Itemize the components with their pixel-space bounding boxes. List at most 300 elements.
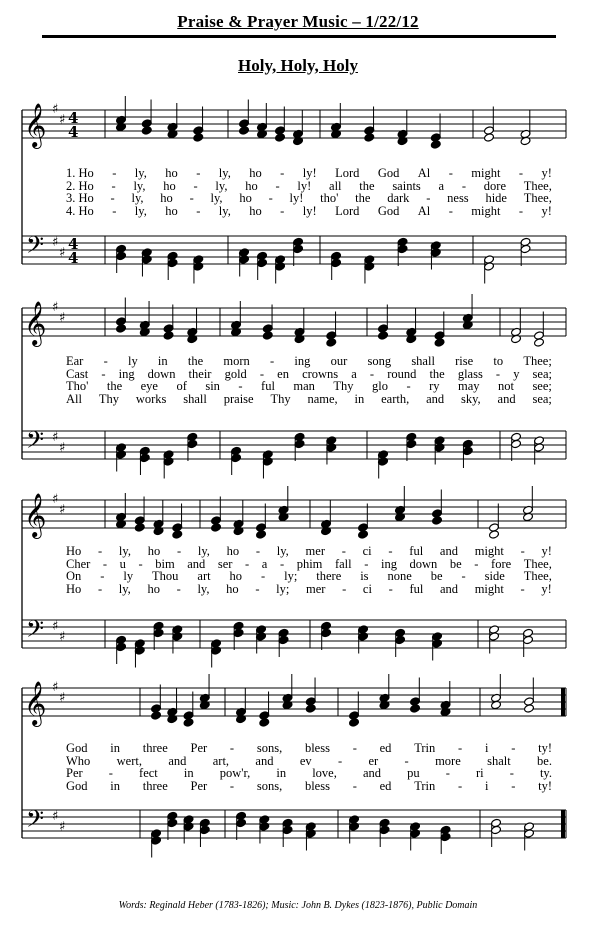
lyric-syllable: - [196,203,201,218]
lyric-syllable: in [110,778,121,793]
lyric-syllable: ing [380,556,397,571]
lyric-syllable: ho [226,544,240,558]
lyric-syllable: the [187,354,204,368]
lyric-syllable: God [377,166,400,180]
lyric-syllable: sons, [256,778,283,793]
lyric-syllable: ly [127,354,138,368]
lyric-syllable: in [110,741,121,755]
lyric-syllable: ed [379,741,392,755]
lyric-syllable: - [176,581,181,596]
lyric-syllable: - [238,379,243,393]
lyric-syllable: - [337,753,343,768]
lyric-syllable: - [511,778,516,793]
note-head [239,126,250,135]
lyric-syllable: mer [306,581,326,596]
lyric-syllable: ry [429,379,440,393]
lyric-syllable: - [369,366,375,381]
lyric-syllable: saints [392,178,421,193]
lyric-syllable: i [484,778,489,793]
note-head [151,711,162,720]
lyric-syllable: see; [532,379,552,393]
lyric-syllable: in [354,391,365,406]
lyric-syllable: ly, [276,544,289,558]
lyric-syllable: hide [485,191,507,205]
lyric-syllable: - [280,203,285,218]
lyric-syllable: art, [212,753,230,768]
lyric-syllable: ful [409,544,424,558]
lyric-line [66,570,552,582]
lyric-syllable: down [409,556,438,571]
lyric-syllable: - [268,191,273,205]
lyric-syllable: - [518,203,524,218]
bass-clef: 𝄢 [26,615,45,648]
lyric-syllable: Thy [98,391,119,406]
lyric-syllable: - [108,766,113,780]
note-head [326,338,337,347]
lyric-syllable: Ear [66,354,84,368]
note-head [430,140,441,149]
lyric-syllable: - [352,778,357,793]
lyric-syllable: a [438,178,445,193]
lyric-syllable: in [276,766,287,780]
lyric-syllable: bless [304,778,330,793]
lyric-syllable: and [497,391,516,406]
lyric-syllable: be [449,556,462,571]
lyric-syllable: Per [190,778,208,793]
lyric-syllable: glo [372,379,388,393]
lyric-syllable: shall [411,354,435,368]
lyric-syllable: might [471,203,501,218]
lyric-syllable: Thee, [523,191,552,205]
lyric-syllable: ser [217,556,233,571]
lyric-syllable: fect [139,766,158,780]
lyric-syllable: God [66,741,88,755]
lyric-syllable: ed [379,778,392,793]
lyric-syllable: - [259,366,265,381]
lyric-syllable: - [112,166,117,180]
lyric-syllable: to [493,354,504,368]
lyric-syllable: ly, [134,166,147,180]
lyric-syllable: Al [417,203,431,218]
key-signature-sharp: ♯ [59,819,66,835]
lyric-syllable: - [445,766,450,780]
note-head [183,718,194,727]
key-signature-sharp: ♯ [52,809,59,824]
lyric-syllable: - [509,766,514,780]
lyric-syllable: Ho [66,544,82,558]
note-head [364,133,375,142]
lyric-line [66,205,552,217]
lyric-syllable: - [255,544,261,558]
time-signature: 4 [68,109,79,127]
key-signature-sharp: ♯ [59,112,66,128]
lyric-syllable: ho [165,166,178,180]
lyric-line [66,545,552,557]
key-signature-sharp: ♯ [59,629,66,645]
lyric-syllable: - [426,191,431,205]
lyric-syllable: - [495,366,501,381]
lyric-syllable: ly! [302,203,317,218]
lyric-syllable: Thee, [523,178,552,193]
lyric-syllable: - [448,203,453,218]
lyric-syllable: - [458,741,463,755]
treble-clef: 𝄞 [24,681,47,725]
lyric-syllable: - [102,556,108,571]
lyric-syllable: our [330,354,348,368]
lyric-syllable: ly, [197,544,210,558]
lyric-syllable: ly, [118,581,131,596]
lyric-line [66,368,552,380]
lyric-line [66,380,552,392]
lyric-syllable: - [111,178,116,193]
note-head [432,516,443,525]
lyric-syllable: ev [299,753,312,768]
lyric-syllable: three [142,778,168,793]
lyric-syllable: ho [239,191,252,205]
note-head [358,530,369,539]
lyric-syllable: art [197,569,211,583]
lyric-syllable: round [387,366,417,381]
lyric-syllable: 1. Ho [66,166,94,180]
lyric-syllable: there [316,569,342,583]
lyric-syllable: may [457,379,480,393]
lyric-syllable: might [474,544,504,558]
lyric-syllable: - [101,366,106,381]
lyric-line [66,192,552,204]
lyric-syllable: - [100,569,105,583]
key-signature-sharp: ♯ [59,690,66,706]
lyric-syllable: pow'r, [219,766,251,780]
lyric-syllable: a [351,366,357,381]
lyric-syllable: - [388,544,393,558]
lyric-syllable: ho [160,191,173,205]
lyric-syllable: All [66,391,82,406]
lyric-syllable: Tho' [66,379,89,393]
note-head [141,126,152,135]
lyric-syllable: praise [223,391,254,406]
lyric-syllable: side [484,569,505,583]
lyric-syllable: y! [541,544,552,558]
lyric-syllable: ly; [284,569,298,583]
lyric-syllable: bless [304,741,330,755]
note-head [434,338,445,347]
note-head [172,530,183,539]
credit-line: Words: Reginald Heber (1783-1826); Music: John B. Dykes (1823-1876), Public Domain [118,900,478,911]
lyric-syllable: y! [541,203,552,218]
key-signature-sharp: ♯ [52,300,59,315]
lyric-syllable: Cast [66,366,89,381]
note-head [256,530,267,539]
lyric-syllable: in [183,766,194,780]
lyric-syllable: ing [294,354,311,368]
lyric-syllable: ho [163,178,176,193]
time-signature: 4 [68,249,79,267]
lyric-syllable: sky, [461,391,481,406]
lyric-syllable: ci [362,581,372,596]
lyric-syllable: - [110,191,115,205]
note-head [134,523,145,532]
key-signature-sharp: ♯ [52,492,59,507]
lyric-syllable: - [97,581,103,596]
lyric-syllable: - [388,581,393,596]
lyric-syllable: ly, [133,178,146,193]
lyric-syllable: a [261,556,268,571]
lyric-syllable: - [458,778,463,793]
lyric-syllable: bim [155,556,175,571]
note-head [378,331,389,340]
lyric-syllable: - [280,166,285,180]
lyric-syllable: - [461,178,467,193]
key-signature-sharp: ♯ [52,430,59,445]
final-barline [561,688,565,716]
bass-clef: 𝄢 [26,805,45,838]
lyric-syllable: and [187,556,206,571]
lyric-syllable: - [260,569,266,583]
lyric-syllable: ly! [289,191,304,205]
lyric-syllable: not [497,379,514,393]
lyric-syllable: ci [362,544,372,558]
lyric-syllable: be [430,569,443,583]
page-header: Praise & Prayer Music – 1/22/12 [177,12,419,31]
lyric-syllable: - [196,166,201,180]
lyric-syllable: - [255,581,260,596]
lyric-syllable: ho [165,203,178,218]
lyric-syllable: ly, [218,166,231,180]
lyric-syllable: of [176,379,187,393]
lyric-syllable: ho [249,166,262,180]
lyric-syllable: Who [66,753,91,768]
lyric-syllable: might [474,581,504,596]
lyric-line [66,167,552,179]
lyric-syllable: the [359,178,375,193]
lyric-syllable: ly, [210,191,223,205]
lyric-syllable: none [387,569,412,583]
lyric-syllable: ly! [297,178,312,193]
lyric-syllable: dark [387,191,410,205]
key-signature-sharp: ♯ [59,245,66,261]
treble-clef: 𝄞 [24,493,47,537]
note-head [410,704,421,713]
lyric-syllable: crowns [302,366,339,381]
lyric-syllable: ful [409,581,424,596]
lyric-syllable: - [103,354,108,368]
note-head [524,704,535,713]
lyric-line [66,180,552,192]
lyric-syllable: the [429,366,445,381]
lyric-syllable: - [352,741,357,755]
note-head [275,133,286,142]
lyric-syllable: ly, [215,178,228,193]
lyric-syllable: the [106,379,123,393]
lyric-syllable: morn [223,354,250,368]
lyric-syllable: earth, [381,391,410,406]
lyric-syllable: God [66,778,88,793]
key-signature-sharp: ♯ [52,680,59,695]
lyric-syllable: all [329,178,342,193]
lyric-syllable: name, [307,391,338,406]
lyric-syllable: ty! [538,778,552,793]
lyric-syllable: the [355,191,371,205]
note-head [259,718,270,727]
lyric-syllable: - [245,556,250,571]
lyric-line [66,780,552,792]
lyric-line [66,355,552,367]
lyric-syllable: Ho [66,581,82,596]
lyric-syllable: ly [123,569,134,583]
lyric-syllable: phim [296,556,323,571]
note-head [489,530,500,539]
lyric-syllable: might [471,166,501,180]
lyric-syllable: and [439,544,458,558]
lyric-syllable: ly, [118,544,131,558]
lyric-syllable: - [511,741,516,755]
lyric-syllable: ty! [538,741,552,755]
bass-clef: 𝄢 [26,231,45,264]
lyric-syllable: 2. Ho [66,178,94,193]
lyric-line [66,742,552,754]
lyric-syllable: ri [475,766,484,780]
lyric-syllable: - [520,544,525,558]
lyric-syllable: sea; [532,366,552,381]
key-signature-sharp: ♯ [59,310,66,326]
lyric-syllable: song [367,354,392,368]
lyric-syllable: Cher [66,556,91,571]
lyric-line [66,755,552,767]
note-head [193,133,204,142]
lyric-syllable: y! [541,581,552,596]
lyric-line [66,558,552,570]
lyric-syllable: tho' [320,191,339,205]
lyric-syllable: - [193,178,198,193]
lyric-line [66,583,552,595]
time-signature: 4 [68,235,79,253]
lyric-syllable: sea; [532,391,552,406]
hymn-title: Holy, Holy, Holy [238,56,358,75]
lyric-syllable: three [142,741,168,755]
lyric-syllable: ly, [134,203,147,218]
lyric-syllable: fore [491,556,512,571]
lyric-syllable: - [404,753,409,768]
lyric-syllable: - [342,581,347,596]
lyric-syllable: - [406,379,411,393]
lyric-syllable: - [138,556,143,571]
lyric-syllable: dore [483,178,506,193]
lyric-syllable: ho [226,581,239,596]
lyric-syllable: and [426,391,445,406]
lyric-syllable: - [341,544,346,558]
key-signature-sharp: ♯ [52,102,59,117]
lyric-syllable: ly! [302,166,317,180]
lyric-line [66,767,552,779]
lyric-syllable: Trin [414,778,436,793]
lyric-syllable: be. [537,753,552,768]
lyric-syllable: eye [140,379,158,393]
lyric-syllable: ho [229,569,243,583]
lyric-syllable: Per [190,741,208,755]
lyric-syllable: Per [66,766,83,780]
lyric-syllable: Lord [335,166,360,180]
lyric-syllable: ful [261,379,275,393]
lyric-syllable: ho [245,178,258,193]
lyric-syllable: and [362,766,381,780]
lyric-syllable: - [112,203,117,218]
lyric-syllable: ly, [218,203,231,218]
lyric-syllable: and [255,753,274,768]
lyric-syllable: ty. [539,766,552,780]
lyric-syllable: - [98,544,103,558]
key-signature-sharp: ♯ [52,619,59,634]
lyric-syllable: - [520,581,525,596]
key-signature-sharp: ♯ [52,235,59,250]
lyric-syllable: gold [224,366,247,381]
lyric-syllable: Trin [414,741,436,755]
lyric-syllable: - [269,354,275,368]
lyric-syllable: Thou [152,569,179,583]
lyric-syllable: - [518,166,524,180]
lyric-syllable: - [279,556,285,571]
lyric-syllable: wert, [116,753,142,768]
lyric-syllable: 4. Ho [66,203,94,218]
lyric-syllable: love, [312,766,337,780]
lyric-syllable: shalt [487,753,511,768]
lyric-syllable: God [377,203,400,218]
lyric-syllable: sons, [256,741,283,755]
lyric-syllable: er [368,753,379,768]
lyric-syllable: in [157,354,168,368]
key-signature-sharp: ♯ [59,440,66,456]
lyric-syllable: i [484,741,489,755]
lyric-syllable: - [189,191,194,205]
note-head [163,331,174,340]
lyric-syllable: down [147,366,176,381]
lyric-syllable: u [119,556,126,571]
key-signature-sharp: ♯ [59,502,66,518]
lyric-syllable: fall [334,556,352,571]
lyric-syllable: - [176,544,182,558]
lyric-syllable: y [513,366,520,381]
lyric-syllable: is [360,569,369,583]
lyric-syllable: shall [183,391,207,406]
lyric-syllable: en [277,366,289,381]
lyric-syllable: Thee; [523,354,552,368]
time-signature: 4 [68,123,79,141]
lyric-syllable: Thy [270,391,291,406]
lyric-syllable: ing [118,366,135,381]
lyric-syllable: more [435,753,461,768]
lyric-syllable: y! [541,166,552,180]
lyric-syllable: and [439,581,459,596]
lyric-syllable: Lord [335,203,360,218]
note-head [211,523,222,532]
lyric-syllable: On [66,569,82,583]
note-head [116,324,127,333]
lyric-syllable: ness [447,191,469,205]
lyric-syllable: Al [417,166,431,180]
lyric-syllable: Thee, [523,569,552,583]
treble-clef: 𝄞 [24,103,47,147]
lyric-syllable: mer [305,544,325,558]
lyric-syllable: ly, [197,581,210,596]
note-head [484,133,495,142]
lyric-syllable: - [229,778,235,793]
note-head [262,331,273,340]
lyric-syllable: pu [407,766,420,780]
final-barline [561,810,565,838]
lyric-syllable: - [229,741,235,755]
lyric-syllable: - [275,178,280,193]
lyric-syllable: - [461,569,466,583]
note-head [349,718,360,727]
